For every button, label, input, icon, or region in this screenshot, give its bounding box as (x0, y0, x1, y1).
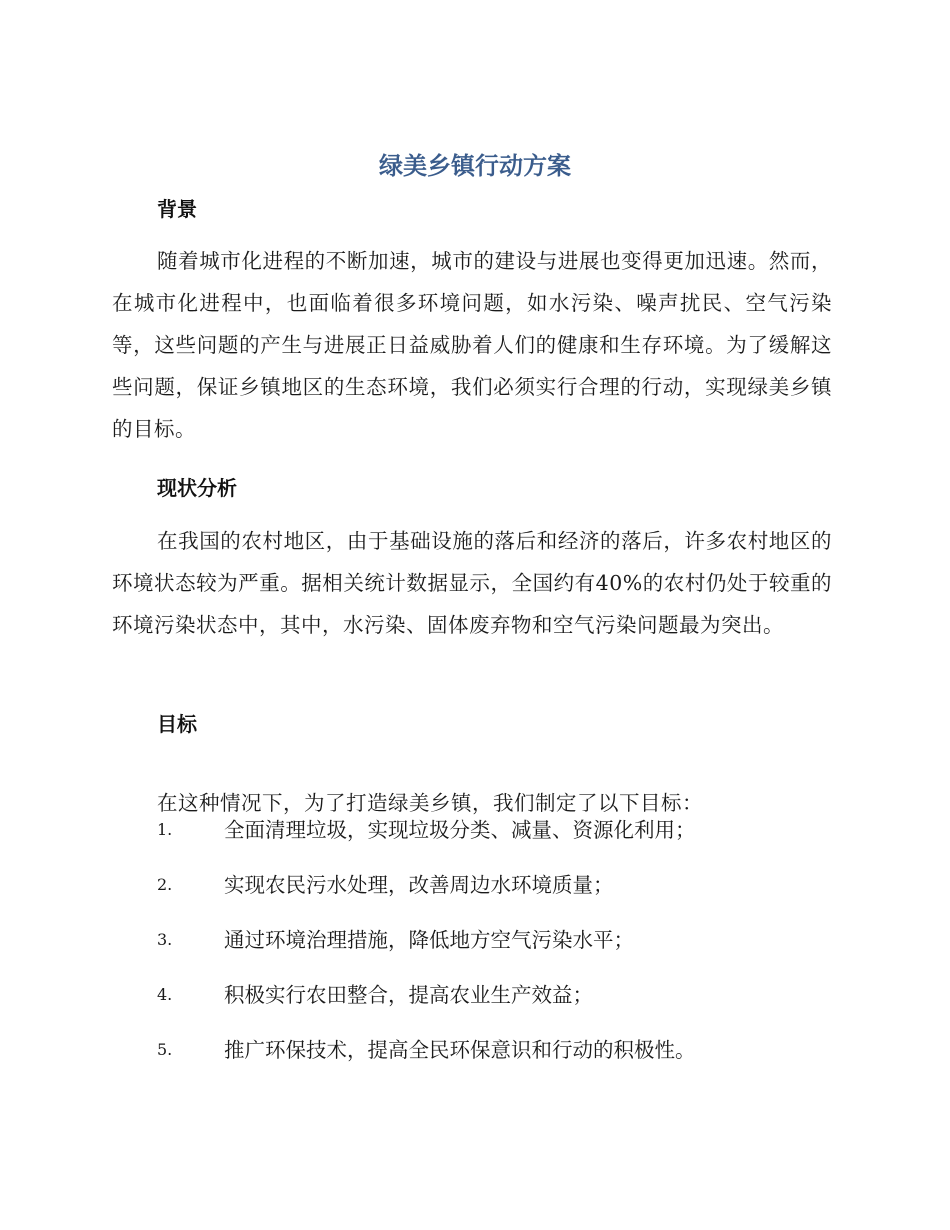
list-number: 1. (157, 820, 173, 839)
list-text: 通过环境治理措施，降低地方空气污染水平； (224, 928, 634, 952)
list-text: 全面清理垃圾，实现垃圾分类、减量、资源化利用； (224, 818, 696, 842)
list-number: 4. (157, 985, 173, 1004)
goals-intro-paragraph: 在这种情况下，为了打造绿美乡镇，我们制定了以下目标： (157, 791, 703, 815)
list-number: 2. (157, 875, 173, 894)
section-heading-goals: 目标 (157, 712, 197, 736)
list-text: 实现农民污水处理，改善周边水环境质量； (224, 873, 614, 897)
section-heading-background: 背景 (157, 197, 197, 221)
list-number: 3. (157, 930, 173, 949)
background-paragraph: 随着城市化进程的不断加速，城市的建设与进展也变得更加迅速。然而，在城市化进程中，也面临着很多环境问题，如水污染、噪声扰民、空气污染等，这些问题的产生与进展正日益威胁着人们的健康和生存环境。为了缓解这些问题，保证乡镇地区的生态环境，我们必须实行合理的行动，实现绿美乡镇的目标。 (112, 249, 832, 441)
list-text: 推广环保技术，提高全民环保意识和行动的积极性。 (224, 1038, 696, 1062)
goal-list-item (157, 980, 837, 1010)
section-heading-status-analysis: 现状分析 (157, 476, 237, 500)
status-analysis-paragraph: 在我国的农村地区，由于基础设施的落后和经济的落后，许多农村地区的环境状态较为严重。据相关统计数据显示，全国约有40%的农村仍处于较重的环境污染状态中，其中，水污染、固体废弃物和空气污染问题最为突出。 (112, 529, 832, 637)
list-text: 积极实行农田整合，提高农业生产效益； (224, 983, 593, 1007)
goal-list-item (157, 870, 837, 900)
list-number: 5. (157, 1040, 173, 1059)
goal-list-item (157, 1035, 837, 1065)
goal-list-item (157, 925, 837, 955)
document-title: 绿美乡镇行动方案 (379, 152, 571, 180)
goal-list-item (157, 815, 837, 845)
